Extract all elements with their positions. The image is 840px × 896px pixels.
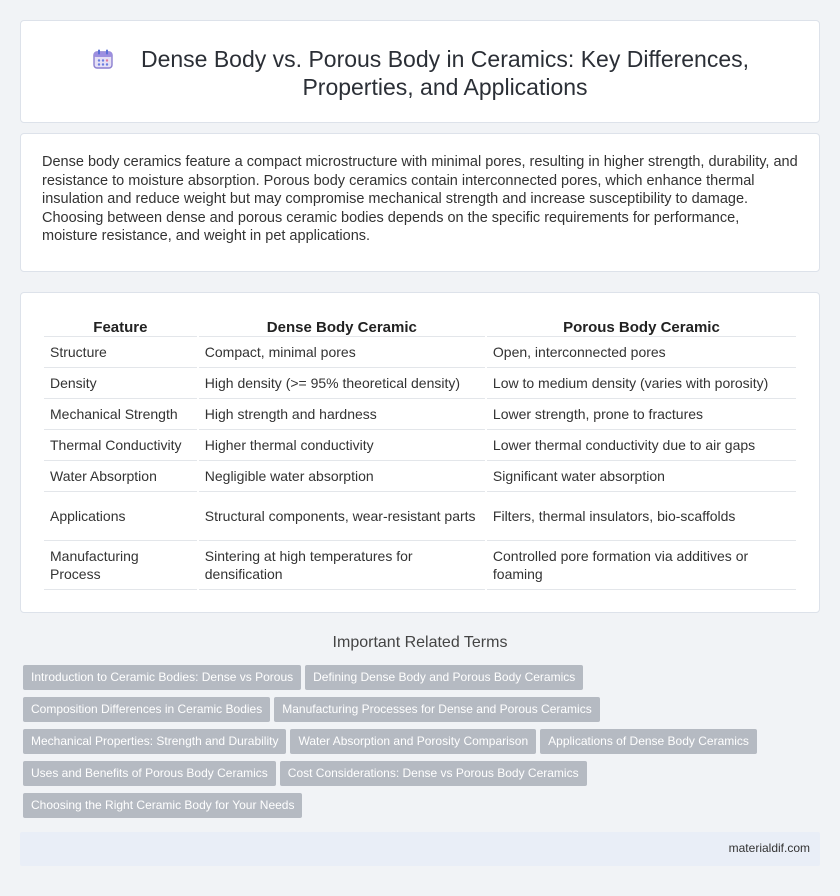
table-row: [44, 368, 796, 399]
row-feature: Applications: [44, 492, 197, 541]
calendar-icon: [92, 48, 114, 70]
intro-card: [20, 133, 820, 272]
related-term-link[interactable]: Mechanical Properties: Strength and Durability: [23, 729, 286, 754]
table-row: [44, 337, 796, 368]
related-term-link[interactable]: Water Absorption and Porosity Comparison: [290, 729, 536, 754]
row-dense: Negligible water absorption: [199, 461, 485, 492]
row-dense: Compact, minimal pores: [199, 337, 485, 368]
header-card: [20, 20, 820, 123]
row-porous: Controlled pore formation via additives or foaming: [487, 541, 796, 590]
related-term-link[interactable]: Introduction to Ceramic Bodies: Dense vs Porous: [23, 665, 301, 690]
row-porous: Significant water absorption: [487, 461, 796, 492]
row-feature: Thermal Conductivity: [44, 430, 197, 461]
row-dense: Higher thermal conductivity: [199, 430, 485, 461]
table-row: [44, 399, 796, 430]
row-porous: Filters, thermal insulators, bio-scaffolds: [487, 492, 796, 541]
page-title: Dense Body vs. Porous Body in Ceramics: Key Differences, Properties, and Applications: [140, 46, 750, 100]
related-term-link[interactable]: Choosing the Right Ceramic Body for Your Needs: [23, 793, 302, 818]
related-terms-title: Important Related Terms: [332, 634, 508, 651]
header-feature: Feature: [44, 317, 197, 337]
row-dense: Structural components, wear-resistant parts: [199, 492, 485, 541]
related-term-link[interactable]: Defining Dense Body and Porous Body Ceramics: [305, 665, 583, 690]
row-feature: Structure: [44, 337, 197, 368]
related-term-link[interactable]: Cost Considerations: Dense vs Porous Body Ceramics: [280, 761, 587, 786]
header-dense: Dense Body Ceramic: [199, 317, 485, 337]
table-row: [44, 430, 796, 461]
row-dense: High strength and hardness: [199, 399, 485, 430]
comparison-table: [42, 317, 798, 590]
row-feature: Manufacturing Process: [44, 541, 197, 590]
table-header-row: [44, 317, 796, 337]
table-row: [44, 461, 796, 492]
intro-paragraph: Dense body ceramics feature a compact microstructure with minimal pores, resulting in higher strength, durability, and resistance to moisture absorption. Porous body ceramics contain interconnected pores, which enhance thermal insulation and reduce weight but may compromise mechanical strength and increase susceptibility to damage. Choosing between dense and porous ceramic bodies depends on the specific requirements for performance, moisture resistance, and weight in pet applications.: [42, 154, 798, 244]
row-dense: Sintering at high temperatures for densification: [199, 541, 485, 590]
header-porous: Porous Body Ceramic: [487, 317, 796, 337]
related-term-link[interactable]: Applications of Dense Body Ceramics: [540, 729, 757, 754]
table-row: [44, 492, 796, 541]
row-feature: Density: [44, 368, 197, 399]
footer-site-link[interactable]: materialdif.com: [728, 841, 810, 855]
related-term-link[interactable]: Uses and Benefits of Porous Body Ceramics: [23, 761, 276, 786]
related-term-link[interactable]: Composition Differences in Ceramic Bodies: [23, 697, 270, 722]
row-porous: Lower thermal conductivity due to air gaps: [487, 430, 796, 461]
table-row: [44, 541, 796, 590]
row-porous: Low to medium density (varies with porosity): [487, 368, 796, 399]
row-porous: Lower strength, prone to fractures: [487, 399, 796, 430]
footer-bar: [20, 832, 820, 866]
row-porous: Open, interconnected pores: [487, 337, 796, 368]
related-terms-list: [23, 665, 813, 825]
row-feature: Mechanical Strength: [44, 399, 197, 430]
row-dense: High density (>= 95% theoretical density): [199, 368, 485, 399]
row-feature: Water Absorption: [44, 461, 197, 492]
title-wrap: [21, 45, 819, 101]
related-term-link[interactable]: Manufacturing Processes for Dense and Porous Ceramics: [274, 697, 599, 722]
comparison-card: [20, 292, 820, 613]
